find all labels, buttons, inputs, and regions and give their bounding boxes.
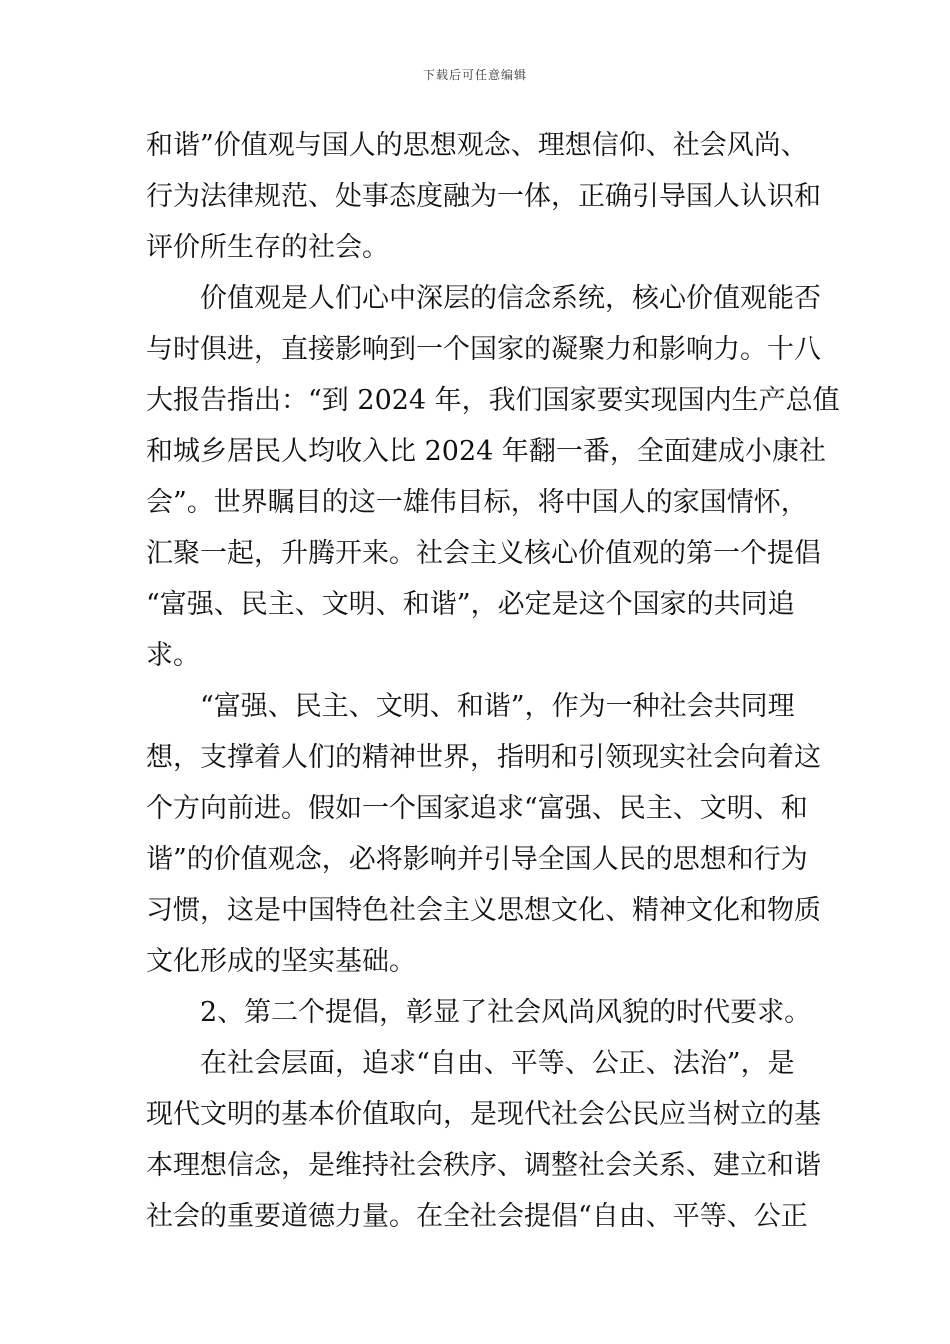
text-line: 和城乡居民人均收入比 2024 年翻一番，全面建成小康社 bbox=[146, 436, 826, 467]
text-line: 现代文明的基本价值取向，是现代社会公民应当树立的基 bbox=[146, 1099, 821, 1130]
text-line: 想，支撑着人们的精神世界，指明和引领现实社会向着这 bbox=[146, 742, 821, 773]
section-heading-line: 2、第二个提倡，彰显了社会风尚风貌的时代要求。 bbox=[200, 997, 812, 1028]
text-line: 大报告指出：“到 2024 年，我们国家要实现国内生产总值 bbox=[146, 385, 840, 416]
text-line: 会”。世界瞩目的这一雄伟目标，将中国人的家国情怀， bbox=[146, 487, 808, 518]
page-header: 下载后可任意编辑 bbox=[422, 68, 527, 82]
text-line: 汇聚一起，升腾开来。社会主义核心价值观的第一个提倡 bbox=[146, 538, 821, 569]
text-line: 谐”的价值观念，必将影响并引导全国人民的思想和行为 bbox=[146, 844, 808, 875]
text-line: 求。 bbox=[146, 640, 200, 671]
paragraph-start-line: 价值观是人们心中深层的信念系统，核心价值观能否 bbox=[200, 283, 821, 314]
text-line: 文化形成的坚实基础。 bbox=[146, 946, 416, 977]
text-line: 个方向前进。假如一个国家追求“富强、民主、文明、和 bbox=[146, 793, 808, 824]
paragraph-start-line: “富强、民主、文明、和谐”，作为一种社会共同理 bbox=[200, 691, 795, 722]
text-line: 社会的重要道德力量。在全社会提倡“自由、平等、公正 bbox=[146, 1201, 808, 1232]
text-line: 本理想信念，是维持社会秩序、调整社会关系、建立和谐 bbox=[146, 1150, 821, 1181]
text-line: 评价所生存的社会。 bbox=[146, 232, 389, 263]
text-line: 习惯，这是中国特色社会主义思想文化、精神文化和物质 bbox=[146, 895, 821, 926]
text-line: “富强、民主、文明、和谐”，必定是这个国家的共同追 bbox=[146, 589, 795, 620]
text-line: 行为法律规范、处事态度融为一体，正确引导国人认识和 bbox=[146, 181, 821, 212]
text-line: 与时俱进，直接影响到一个国家的凝聚力和影响力。十八 bbox=[146, 334, 821, 365]
text-line: 和谐”价值观与国人的思想观念、理想信仰、社会风尚、 bbox=[146, 130, 808, 161]
document-body bbox=[146, 124, 840, 1246]
paragraph-start-line: 在社会层面，追求“自由、平等、公正、法治”，是 bbox=[200, 1048, 795, 1079]
